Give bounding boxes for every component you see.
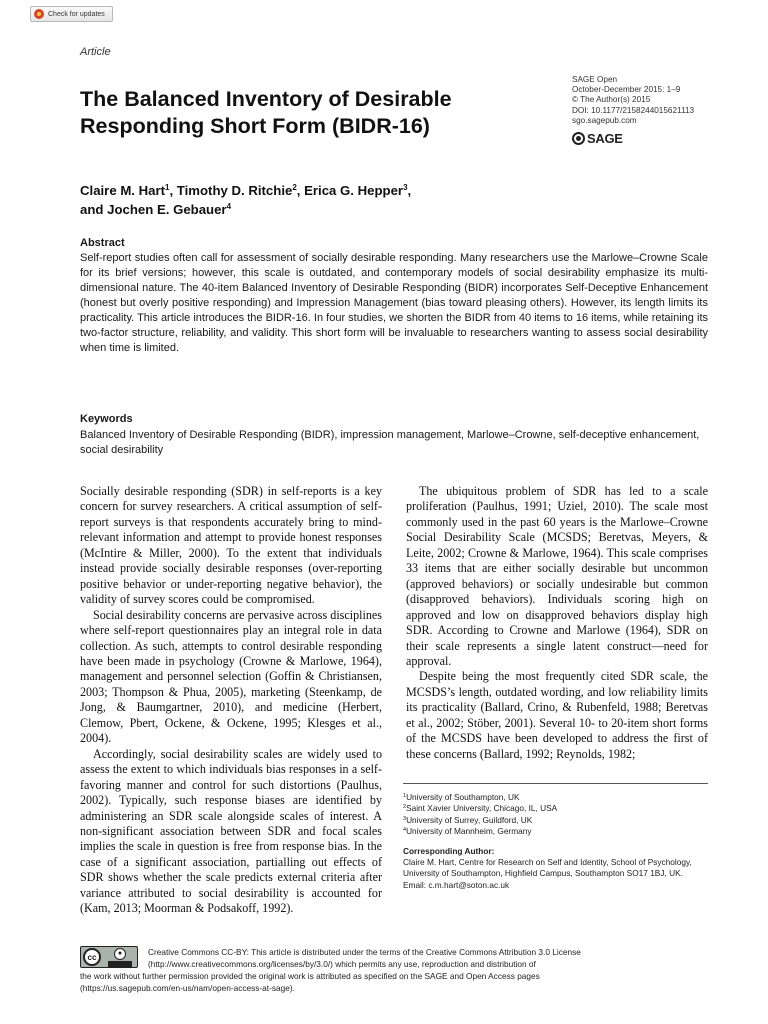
sage-logo-icon — [572, 132, 585, 145]
author-name: Claire M. Hart — [80, 183, 166, 198]
affiliation-text: University of Surrey, Guildford, UK — [406, 814, 533, 825]
author-affiliation-mark: 3 — [403, 183, 408, 192]
article-title: The Balanced Inventory of Desirable Responding Short Form (BIDR-16) — [80, 87, 452, 138]
affiliation-text: Saint Xavier University, Chicago, IL, USA — [406, 803, 558, 814]
body-column-left — [80, 484, 382, 917]
license-line: the work without further permission provided the original work is attributed as specified on the SAGE and Open Access pages — [80, 971, 540, 981]
person-icon: ● — [114, 948, 126, 960]
keywords-text: Balanced Inventory of Desirable Responding (BIDR), impression management, Marlowe–Crowne, self-deceptive enhancement, social desirability — [80, 429, 700, 456]
body-column-right — [406, 484, 708, 762]
cc-icon: cc — [83, 948, 101, 966]
sage-logo-text: SAGE — [587, 131, 623, 146]
corresponding-author-heading: Corresponding Author: — [403, 845, 495, 856]
author-affiliation-mark: 4 — [226, 202, 232, 211]
affiliation-text: University of Southampton, UK — [406, 792, 520, 802]
license-line: (https://us.sagepub.com/en-us/nam/open-access-at-sage). — [80, 983, 295, 993]
author-separator: , — [169, 183, 177, 198]
body-paragraph: Socially desirable responding (SDR) in self-reports is a key concern for survey researchers. A critical assumption of self-report surveys is that respondents accurately bring to mind-relevant information and attempt to provide honest responses (McIntire & Miller, 2000). To the extent that individuals instead provide socially desirable responses (over-reporting positive behavior or under-reporting negative behavior), the validity of survey scores could be compromised. — [80, 484, 382, 607]
author-affiliation-mark: 1 — [165, 183, 170, 192]
check-for-updates-button[interactable] — [30, 6, 113, 22]
corresponding-author-email[interactable]: Email: c.m.hart@soton.ac.uk — [403, 879, 510, 890]
affiliation-item — [403, 803, 718, 814]
body-paragraph: The ubiquitous problem of SDR has led to a scale proliferation (Paulhus, 1991; Uziel, 2010). The scale most commonly used in the past 60 years is the Marlowe–Crowne Social Desirability Scale (MCSDS; Beretvas, Meyers, & Leite, 2002; Crowne & Marlowe, 1964). This scale comprises 33 items that are either socially desirable but uncommon (approved behaviors) or socially undesirable but common (disapproved behaviors). Individuals scoring high on approved and low on disapproved behaviors display high SDR. According to Crowne and Marlowe (1964), SDR on their scale represents a single latent construct—need for approval. — [406, 484, 708, 668]
author-affiliation-mark: 2 — [292, 183, 297, 192]
affiliation-item — [403, 815, 718, 826]
journal-copyright: © The Author(s) 2015 — [572, 95, 651, 105]
body-paragraph: Social desirability concerns are pervasive across disciplines where self-report questionnaires play an integral role in data collection. As such, attempts to control desirable responding have been made in psychology (Crowne & Marlowe, 1964), management and personnel selection (Goffin & Christiansen, 2003; Thompson & Phua, 2005), marketing (Steenkamp, de Jong, & Baumgartner, 2010), and medicine (Herbert, Clemow, Pbert, Ockene, & Ockene, 1995; Klesges et al., 2004). — [80, 607, 382, 746]
affiliation-mark: 1 — [403, 793, 407, 799]
corresponding-author-address: Claire M. Hart, Centre for Research on Self and Identity, School of Psychology, University of Southampton, Highfield Campus, Southampton SO17 1BJ, UK. — [403, 857, 692, 879]
abstract-text: Self-report studies often call for assessment of socially desirable responding. Many researchers use the Marlowe–Crowne Scale for its brief versions; however, this scale is outdated, and contemporary models of social desirability emphasize its multi-dimensional nature. The 40-item Balanced Inventory of Desirable Responding (BIDR) incorporates Self-Deceptive Enhancement (honest but overly positive responding) and Impression Management (bias toward pleasing others). However, its length limits its practicality. This article introduces the BIDR-16. In four studies, we shorten the BIDR from 40 items to 16 items, while retaining its two-factor structure, reliability, and validity. This short form will be invaluable to researchers wanting to assess social desirability when time is limited. — [80, 252, 708, 354]
journal-issue: October-December 2015: 1–9 — [572, 85, 681, 95]
footnotes — [403, 792, 718, 891]
license-text — [80, 946, 680, 994]
affiliation-text: University of Mannheim, Germany — [406, 826, 532, 837]
footnote-divider — [403, 783, 708, 784]
check-for-updates-label: Check for updates — [48, 10, 105, 18]
journal-doi[interactable]: DOI: 10.1177/2158244015621113 — [572, 105, 695, 115]
author-separator: , — [407, 183, 412, 198]
license-line: Creative Commons CC-BY: This article is distributed under the terms of the Creative Commons Attribution 3.0 License — [148, 947, 581, 957]
license-line: (http://www.creativecommons.org/licenses/by/3.0/) which permits any use, reproduction and distribution of — [148, 959, 536, 969]
author-separator: , — [296, 183, 305, 198]
journal-info — [572, 75, 694, 126]
keywords-heading: Keywords — [80, 413, 133, 425]
author-name: and Jochen E. Gebauer — [80, 202, 227, 217]
affiliation-mark: 4 — [403, 827, 407, 834]
journal-name: SAGE Open — [572, 75, 618, 84]
affiliation-mark: 2 — [403, 804, 407, 811]
crossmark-icon — [34, 9, 44, 19]
journal-url[interactable]: sgo.sagepub.com — [572, 115, 637, 125]
author-list — [80, 181, 580, 219]
affiliation-item — [403, 826, 718, 837]
abstract-heading: Abstract — [80, 237, 125, 249]
body-paragraph: Accordingly, social desirability scales are widely used to assess the extent to which individuals bias responses in a self-favoring manner and control for such distortions (Paulhus, 2002). Typically, such response biases are identified by administering an SDR scale alongside scales of interest. A non-significant association between SDR and focal scales implies the scale in question is free from response bias. In the case of a significant association, partialling out effects of SDR shows whether the scale predicts external criteria after variance attributed to social desirability is accounted for (Kam, 2013; Moorman & Podsakoff, 1992). — [80, 746, 382, 916]
body-paragraph: Despite being the most frequently cited SDR scale, the MCSDS’s length, outdated wording, and low reliability limits its practicality (Ballard, Crino, & Rubenfeld, 1988; Beretvas et al., 2002; Stöber, 2001). Several 10- to 20-item short forms of the MCSDS have been developed to address the first of these concerns (Ballard, 1992; Reynolds, 1982; — [406, 669, 708, 761]
article-type-label: Article — [80, 46, 111, 58]
affiliation-mark: 3 — [403, 815, 407, 822]
author-name: Erica G. Hepper — [304, 183, 404, 198]
affiliation-item — [403, 792, 718, 803]
sage-logo — [572, 131, 623, 146]
author-name: Timothy D. Ritchie — [176, 183, 293, 198]
